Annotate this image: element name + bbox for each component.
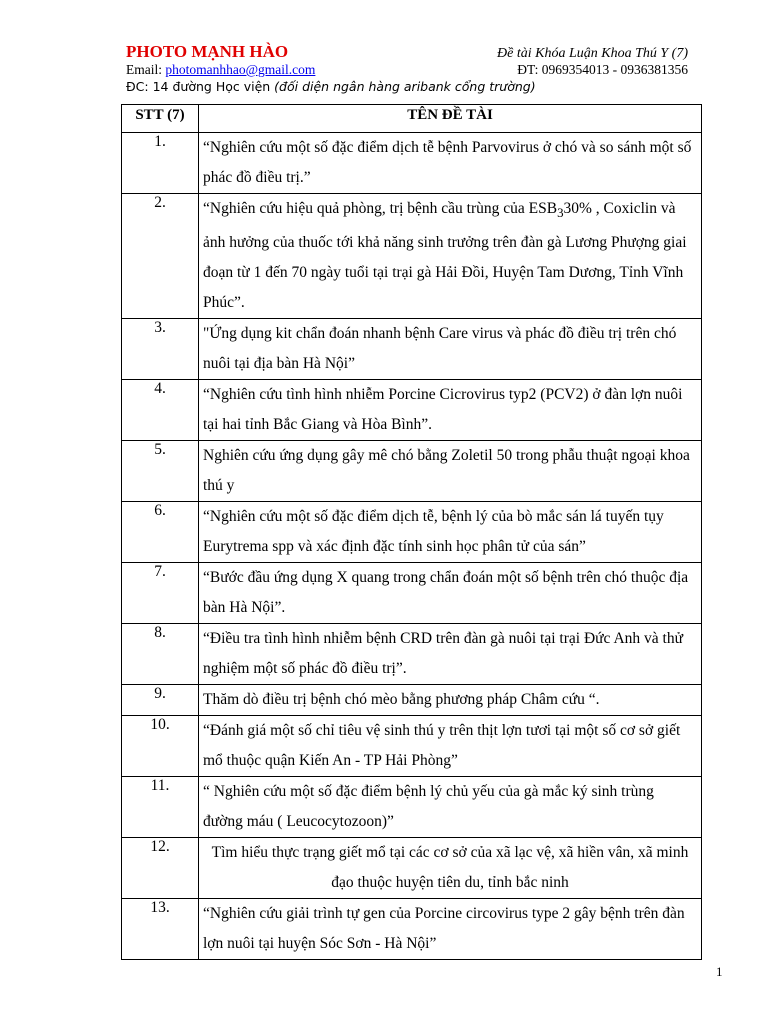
row-title: "Ứng dụng kit chẩn đoán nhanh bệnh Care virus và phác đồ điều trị trên chó nuôi tại địa bàn Hà Nội” [199,319,702,380]
column-header-title: TÊN ĐỀ TÀI [199,105,702,133]
row-number: 3. [122,319,199,380]
row-number: 10. [122,716,199,777]
row-title-part: “Nghiên cứu hiệu quả phòng, trị bệnh cầu trùng của ESB [203,200,558,217]
table-header-row [122,105,702,133]
row-title: “Bước đầu ứng dụng X quang trong chẩn đoán một số bệnh trên chó thuộc địa bàn Hà Nội”. [199,563,702,624]
email-line [126,62,315,78]
email-label: Email: [126,62,166,77]
row-number: 6. [122,502,199,563]
table-row [122,716,702,777]
row-number: 7. [122,563,199,624]
row-title: “Đánh giá một số chỉ tiêu vệ sinh thú y trên thịt lợn tươi tại một số cơ sở giết mổ thuộc quận Kiến An - TP Hải Phòng” [199,716,702,777]
row-title: “ Nghiên cứu một số đặc điểm bệnh lý chủ yếu của gà mắc ký sinh trùng đường máu ( Leucocytozoon)” [199,777,702,838]
table-row [122,838,702,899]
row-number: 5. [122,441,199,502]
document-topic: Đề tài Khóa Luận Khoa Thú Y (7) [497,46,688,61]
row-title [199,194,702,319]
row-number: 4. [122,380,199,441]
row-number: 2. [122,194,199,319]
row-title: “Điều tra tình hình nhiễm bệnh CRD trên đàn gà nuôi tại trại Đức Anh và thử nghiệm một số phác đồ điều trị”. [199,624,702,685]
address-line [126,79,536,94]
row-number: 9. [122,685,199,716]
table-row [122,133,702,194]
brand-name: PHOTO MẠNH HÀO [126,42,289,61]
table-row [122,899,702,960]
table-row [122,319,702,380]
row-title: Tìm hiểu thực trạng giết mổ tại các cơ sở của xã lạc vệ, xã hiền vân, xã minh đạo thuộc huyện tiên du, tỉnh bắc ninh [199,838,702,899]
row-title: “Nghiên cứu một số đặc điểm dịch tễ bệnh Parvovirus ở chó và so sánh một số phác đồ điều trị.” [199,133,702,194]
subscript-number: 3 [557,205,564,221]
table-row [122,685,702,716]
page-header [126,42,688,78]
address-note: (đối diện ngân hàng aribank cổng trường) [274,79,536,94]
table-row [122,502,702,563]
row-number: 8. [122,624,199,685]
table-row [122,777,702,838]
row-title: Nghiên cứu ứng dụng gây mê chó bằng Zoletil 50 trong phẫu thuật ngoại khoa thú y [199,441,702,502]
topics-table [121,104,702,960]
email-link[interactable]: photomanhhao@gmail.com [165,62,316,77]
phone-numbers: ĐT: 0969354013 - 0936381356 [517,62,688,77]
table-row [122,380,702,441]
row-number: 1. [122,133,199,194]
page-number: 1 [716,964,723,979]
table-row [122,194,702,319]
row-title: “Nghiên cứu tình hình nhiễm Porcine Cicrovirus typ2 (PCV2) ở đàn lợn nuôi tại hai tỉnh Bắc Giang và Hòa Bình”. [199,380,702,441]
row-title: Thăm dò điều trị bệnh chó mèo bằng phương pháp Châm cứu “. [199,685,702,716]
table-row [122,624,702,685]
row-title: “Nghiên cứu một số đặc điểm dịch tễ, bệnh lý của bò mắc sán lá tuyến tụy Eurytrema spp và xác định đặc tính sinh học phân tử của sán” [199,502,702,563]
table-row [122,563,702,624]
address-prefix: ĐC: 14 đường Học viện [126,79,275,94]
row-number: 13. [122,899,199,960]
column-header-stt: STT (7) [122,105,199,133]
row-title-part: 30% , Coxiclin và ảnh hưởng của thuốc tới khả năng sinh trưởng trên đàn gà Lương Phượng giai đoạn từ 1 đến 70 ngày tuổi tại trại gà Hải Đồi, Huyện Tam Dương, Tỉnh Vĩnh Phúc”. [203,200,687,312]
row-number: 11. [122,777,199,838]
row-title: “Nghiên cứu giải trình tự gen của Porcine circovirus type 2 gây bệnh trên đàn lợn nuôi tại huyện Sóc Sơn - Hà Nội” [199,899,702,960]
row-number: 12. [122,838,199,899]
table-row [122,441,702,502]
